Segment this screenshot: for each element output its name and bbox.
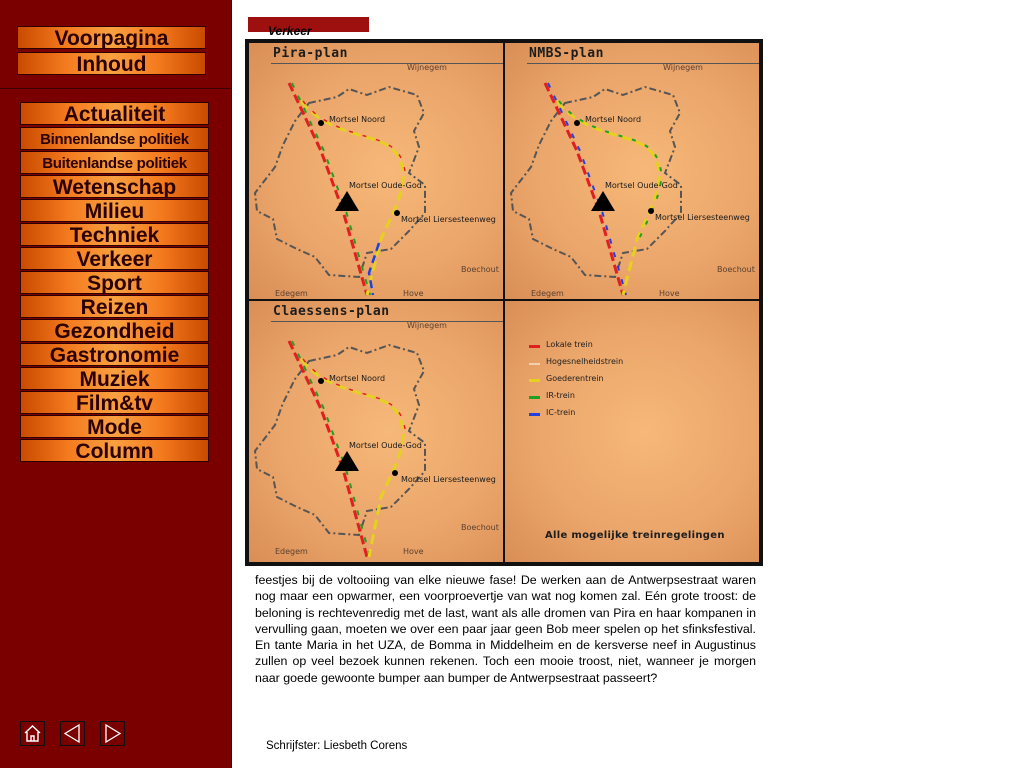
- map-panel-claessens: [249, 301, 503, 562]
- divider: [527, 63, 759, 64]
- legend-label: IC-trein: [546, 408, 576, 417]
- home-button[interactable]: [20, 721, 45, 746]
- map-panel-nmbs: [505, 43, 759, 299]
- legend-swatch: [529, 345, 540, 348]
- nav-verkeer[interactable]: Verkeer: [20, 247, 209, 270]
- map-label-mortsel-liersesteenweg: Mortsel Liersesteenweg: [655, 213, 750, 222]
- nav-film-tv[interactable]: Film&tv: [20, 391, 209, 414]
- home-icon: [21, 722, 44, 745]
- nav-mode[interactable]: Mode: [20, 415, 209, 438]
- map-label-hove: Hove: [403, 289, 424, 298]
- map-label-mortsel-noord: Mortsel Noord: [585, 115, 642, 124]
- nav-gastronomie[interactable]: Gastronomie: [20, 343, 209, 366]
- map-label-hove: Hove: [403, 547, 424, 556]
- legend-caption: Alle mogelijke treinregelingen: [545, 530, 725, 541]
- map-panel-title: Claessens-plan: [273, 304, 390, 319]
- map-label-mortsel-oude-god: Mortsel Oude-God: [349, 181, 422, 190]
- article-byline: Schrijfster: Liesbeth Corens: [266, 740, 408, 752]
- map-label-hove: Hove: [659, 289, 680, 298]
- map-label-wijnegem: Wijnegem: [407, 63, 447, 72]
- article-body: feestjes bij de voltooiing van elke nieuwe fase! De werken aan de Antwerpsestraat waren nog maar een opwarmer, een voorproevertje van wat nog komen zal. Eén grote troost: de beloning is rechtevenredig met de last, want als alle dromen van Pira en haar kompanen in vervulling gaan, moeten we over een paar jaar geen Bob meer spelen op het sfinksfestival. En tante Maria in het UZA, de Bomma in Middelheim en de kersverse neef in Augustinus zullen op veel bezoek kunnen rekenen. Toch een mooie troost, niet, wanneer je morgen naar goede gewoonte bumper aan bumper de Antwerpsestraat passeert?: [255, 573, 756, 685]
- nav-sport[interactable]: Sport: [20, 271, 209, 294]
- map-label-mortsel-oude-god: Mortsel Oude-God: [349, 441, 422, 450]
- map-drawing: [249, 43, 503, 299]
- map-legend-panel: [505, 301, 759, 562]
- back-button[interactable]: [60, 721, 85, 746]
- nav-reizen[interactable]: Reizen: [20, 295, 209, 318]
- nav-voorpagina[interactable]: Voorpagina: [17, 26, 206, 49]
- nav-buitenlandse-politiek[interactable]: Buitenlandse politiek: [20, 151, 209, 174]
- forward-button[interactable]: [100, 721, 125, 746]
- legend-swatch: [529, 413, 540, 416]
- nav-wetenschap[interactable]: Wetenschap: [20, 175, 209, 198]
- map-label-edegem: Edegem: [275, 289, 308, 298]
- divider: [271, 63, 503, 64]
- legend-label: Goederentrein: [546, 374, 604, 383]
- sidebar: [0, 0, 232, 768]
- legend-label: IR-trein: [546, 391, 575, 400]
- map-panel-title: NMBS-plan: [529, 46, 604, 61]
- map-label-mortsel-liersesteenweg: Mortsel Liersesteenweg: [401, 475, 496, 484]
- sidebar-divider: [0, 88, 231, 89]
- map-label-mortsel-oude-god: Mortsel Oude-God: [605, 181, 678, 190]
- map-label-mortsel-liersesteenweg: Mortsel Liersesteenweg: [401, 215, 496, 224]
- legend-label: Hogesnelheidstrein: [546, 357, 624, 366]
- legend-swatch: [529, 396, 540, 399]
- map-drawing: [505, 43, 759, 299]
- nav-inhoud[interactable]: Inhoud: [17, 52, 206, 75]
- map-label-edegem: Edegem: [531, 289, 564, 298]
- map-label-mortsel-noord: Mortsel Noord: [329, 374, 386, 383]
- map-label-edegem: Edegem: [275, 547, 308, 556]
- nav-column[interactable]: Column: [20, 439, 209, 462]
- nav-muziek[interactable]: Muziek: [20, 367, 209, 390]
- nav-milieu[interactable]: Milieu: [20, 199, 209, 222]
- nav-actualiteit[interactable]: Actualiteit: [20, 102, 209, 125]
- legend-swatch: [529, 363, 540, 365]
- nav-binnenlandse-politiek[interactable]: Binnenlandse politiek: [20, 127, 209, 150]
- triangle-left-icon: [61, 722, 84, 745]
- map-label-wijnegem: Wijnegem: [663, 63, 703, 72]
- map-panel-pira: [249, 43, 503, 299]
- section-header-label: Verkeer: [268, 24, 312, 38]
- triangle-right-icon: [101, 722, 124, 745]
- map-panel-title: Pira-plan: [273, 46, 348, 61]
- map-label-boechout: Boechout: [461, 523, 499, 532]
- map-label-wijnegem: Wijnegem: [407, 321, 447, 330]
- legend-swatch: [529, 379, 540, 382]
- legend-label: Lokale trein: [546, 340, 593, 349]
- map-label-boechout: Boechout: [461, 265, 499, 274]
- train-plan-map: [245, 39, 763, 566]
- nav-techniek[interactable]: Techniek: [20, 223, 209, 246]
- divider: [271, 321, 503, 322]
- map-label-boechout: Boechout: [717, 265, 755, 274]
- map-label-mortsel-noord: Mortsel Noord: [329, 115, 386, 124]
- nav-gezondheid[interactable]: Gezondheid: [20, 319, 209, 342]
